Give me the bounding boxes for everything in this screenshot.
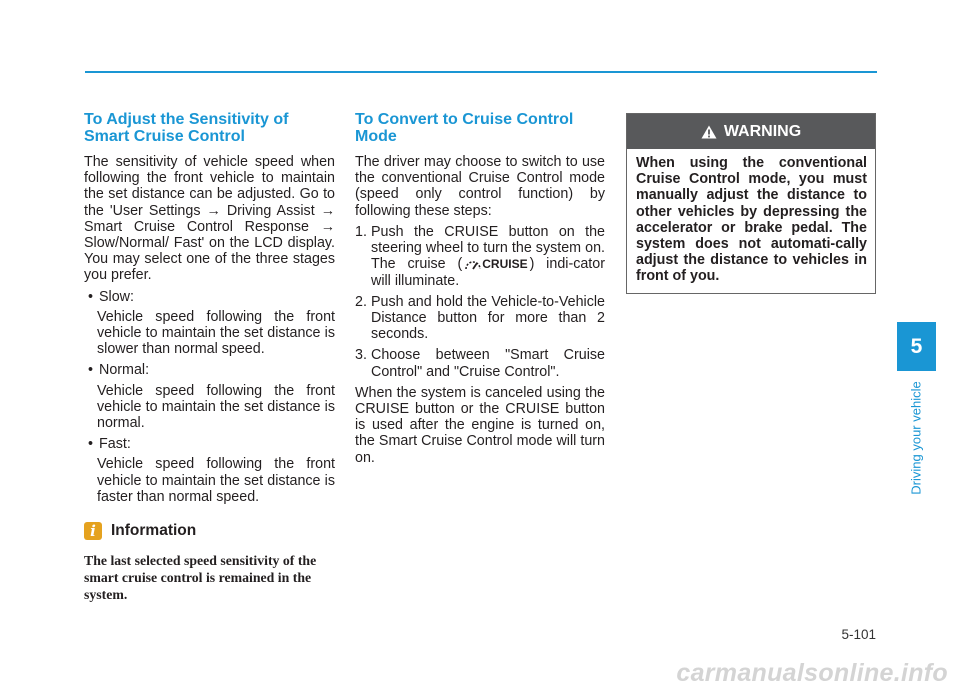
chapter-tab [897, 322, 936, 371]
warning-box [626, 113, 876, 294]
step-text: Push and hold the Vehicle-to-Vehicle Distance button for more than 2 seconds. [371, 293, 605, 343]
list-item [355, 224, 605, 289]
column-left [84, 111, 335, 603]
list-item-desc: Vehicle speed following the front vehicle to maintain the set distance is slower than normal speed. [97, 308, 335, 358]
warning-header [627, 114, 875, 149]
steps-list [355, 224, 605, 380]
column-middle [355, 111, 605, 466]
cruise-indicator-label: CRUISE [482, 257, 528, 272]
header-rule [85, 71, 877, 73]
step-number: 3. [355, 347, 367, 364]
list-item [84, 362, 335, 431]
section-closing: When the system is canceled using the CRUISE button or the CRUISE button is used after the engine is turned on, the Smart Cruise Control mode will turn on. [355, 384, 605, 466]
step-text: Choose between "Smart Cruise Control" and "Cruise Control". [371, 347, 605, 380]
list-item-title: • Normal: [84, 362, 335, 378]
list-item [84, 289, 335, 358]
section-title: To Convert to Cruise Control Mode [355, 111, 574, 145]
speedometer-icon [464, 257, 482, 271]
step-text-before: Push the CRUISE button on the steering wheel to turn the system on. The cruise ( [371, 223, 605, 273]
section-title: To Adjust the Sensitivity of Smart Cruise Control [84, 111, 289, 145]
warning-icon [701, 125, 717, 139]
step-number: 1. [355, 223, 367, 240]
page-number: 5-101 [841, 627, 876, 642]
info-icon: i [84, 522, 102, 540]
list-item-title: • Slow: [84, 289, 335, 305]
list-item [355, 347, 605, 379]
sensitivity-list [84, 289, 335, 505]
warning-text: When using the conventional Cruise Control mode, you must manually adjust the distance to other vehicles by depressing the accelerator or brake pedal. The system does not automati-cally adjust the distance to vehicles in front of you. [636, 155, 867, 285]
step-number: 2. [355, 293, 367, 310]
list-item-desc: Vehicle speed following the front vehicle to maintain the set distance is normal. [97, 382, 335, 432]
section-intro: The driver may choose to switch to use the conventional Cruise Control mode (speed only control function) by following these steps: [355, 154, 605, 219]
chapter-label: Driving your vehicle [908, 381, 924, 495]
info-title: Information [111, 522, 197, 540]
chapter-number: 5 [910, 334, 923, 358]
step-text [371, 224, 605, 289]
step-text-after: ) indi-cator will illuminate. [371, 256, 605, 289]
watermark: carmanualsonline.info [676, 659, 948, 687]
info-text: The last selected speed sensitivity of the smart cruise control is remained in the system. [84, 553, 317, 603]
list-item-title: • Fast: [84, 436, 335, 452]
list-item-desc: Vehicle speed following the front vehicle to maintain the set distance is faster than normal speed. [97, 456, 335, 505]
cruise-indicator-icon [464, 256, 527, 272]
warning-title: WARNING [723, 122, 802, 140]
list-item [355, 294, 605, 343]
section-intro: The sensitivity of vehicle speed when following the front vehicle to maintain the set distance can be adjusted. Go to the 'User Settings → Driving Assist → Smart Cruise Control Response → Slow/Normal/ Fast' on the LCD display. You may select one of the three stages you prefer. [84, 154, 335, 284]
info-header [84, 522, 335, 540]
list-item [84, 436, 335, 505]
